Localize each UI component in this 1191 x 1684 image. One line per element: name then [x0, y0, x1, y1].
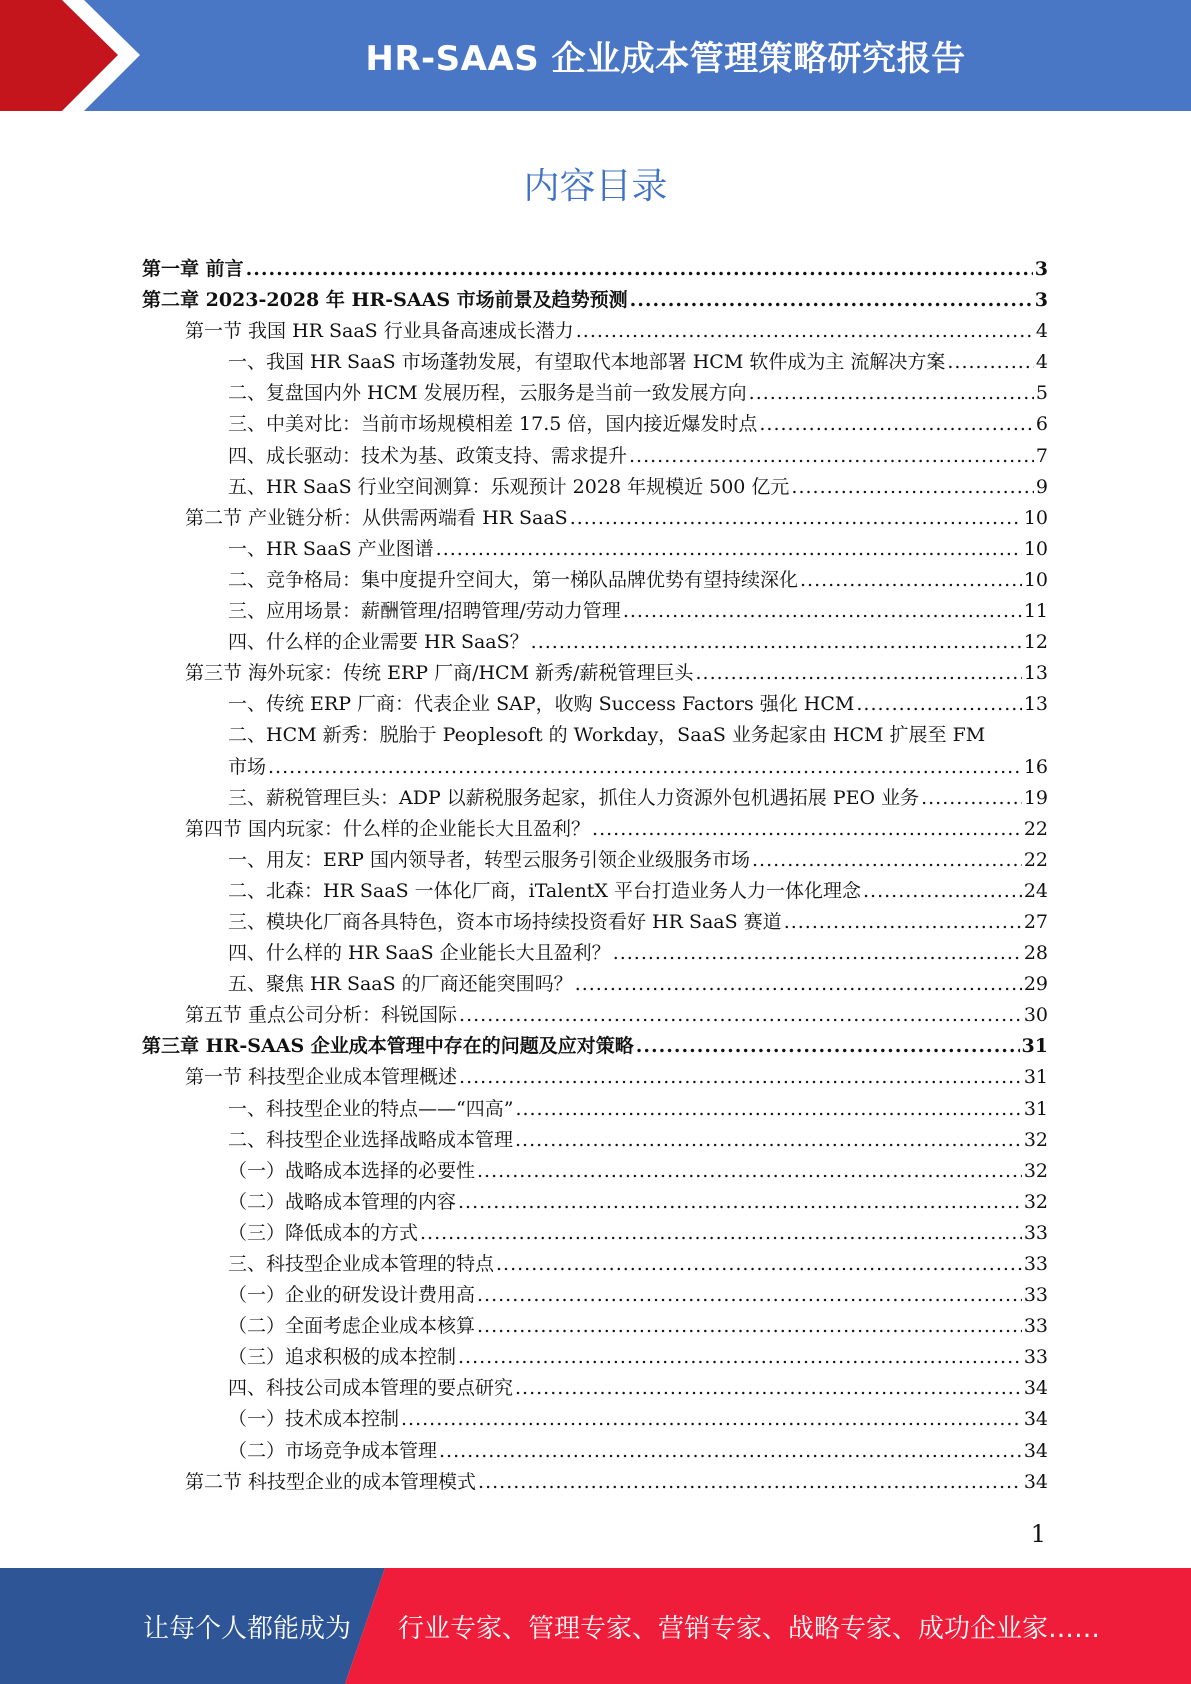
toc-entry-title: 三、薪税管理巨头：ADP 以薪税服务起家，抓住人力资源外包机遇拓展 PEO 业务	[228, 786, 920, 809]
toc-entry[interactable]	[142, 1062, 1048, 1093]
toc-entry[interactable]	[142, 409, 1048, 440]
toc-entry-title: 第一节 科技型企业成本管理概述	[185, 1066, 458, 1089]
toc-dot-leader	[570, 507, 1022, 529]
page-number: 1	[1030, 1520, 1046, 1548]
toc-entry-page: 10	[1023, 568, 1048, 591]
toc-entry[interactable]	[142, 689, 1048, 720]
toc-entry[interactable]	[142, 938, 1048, 969]
toc-dot-leader	[947, 351, 1034, 373]
toc-entry[interactable]	[142, 1125, 1048, 1156]
toc-entry-page: 10	[1023, 537, 1048, 560]
toc-entry-page: 5	[1035, 382, 1048, 405]
toc-entry-title: 第二节 产业链分析：从供需两端看 HR SaaS	[185, 506, 568, 529]
toc-entry-title: 五、聚焦 HR SaaS 的厂商还能突围吗？	[228, 973, 573, 996]
toc-entry-title: 四、什么样的 HR SaaS 企业能长大且盈利？	[228, 942, 611, 965]
toc-entry-title: （二）战略成本管理的内容	[228, 1190, 457, 1213]
toc-entry-page: 3	[1034, 258, 1048, 280]
footer-slogan-right: 行业专家、管理专家、营销专家、战略专家、成功企业家……	[398, 1613, 1101, 1644]
toc-entry[interactable]	[142, 378, 1048, 409]
toc-entry-title: 第一章 前言	[142, 258, 244, 280]
toc-entry[interactable]	[142, 1000, 1048, 1031]
header-arrow-decoration	[0, 0, 160, 111]
toc-entry[interactable]	[142, 565, 1048, 596]
toc-entry[interactable]	[142, 347, 1048, 378]
toc-entry-title: 第四节 国内玩家：什么样的企业能长大且盈利？	[185, 817, 591, 840]
toc-entry-page: 34	[1023, 1377, 1048, 1400]
toc-entry[interactable]	[142, 845, 1048, 876]
toc-dot-leader	[749, 382, 1034, 404]
toc-entry-page: 10	[1023, 506, 1048, 529]
toc-entry-title: 三、应用场景：薪酬管理/招聘管理/劳动力管理	[228, 600, 621, 623]
toc-entry-page: 33	[1023, 1346, 1048, 1369]
toc-entry-page: 4	[1035, 320, 1048, 343]
header-title: HR-SAAS 企业成本管理策略研究报告	[365, 39, 966, 79]
toc-entry-page: 16	[1023, 755, 1048, 778]
toc-entry-page: 27	[1023, 910, 1048, 933]
toc-entry-title: 市场	[228, 755, 267, 778]
toc-entry-page: 32	[1023, 1159, 1048, 1182]
toc-entry[interactable]	[142, 1187, 1048, 1218]
toc-entry[interactable]	[142, 1249, 1048, 1280]
toc-title: 内容目录	[523, 166, 668, 207]
toc-entry-title: 二、科技型企业选择战略成本管理	[228, 1128, 514, 1151]
toc-entry[interactable]	[142, 627, 1048, 658]
toc-dot-leader	[863, 880, 1022, 902]
toc-entry-title: 五、HR SaaS 行业空间测算：乐观预计 2028 年规模近 500 亿元	[228, 475, 790, 498]
toc-entry-title: 三、中美对比：当前市场规模相差 17.5 倍，国内接近爆发时点	[228, 413, 758, 436]
toc-entry-title: 三、模块化厂商各具特色，资本市场持续投资看好 HR SaaS 赛道	[228, 910, 782, 933]
toc-entry-title: 第五节 重点公司分析：科锐国际	[185, 1004, 458, 1027]
toc-entry-title: 四、什么样的企业需要 HR SaaS？	[228, 631, 529, 654]
toc-entry-title: （一）企业的研发设计费用高	[228, 1284, 476, 1307]
toc-dot-leader	[613, 942, 1022, 964]
toc-dot-leader	[477, 1284, 1022, 1306]
toc-entry[interactable]	[142, 316, 1048, 347]
toc-dot-leader	[459, 1004, 1022, 1026]
toc-entry-title: （三）追求积极的成本控制	[228, 1346, 457, 1369]
toc-entry-page: 4	[1035, 351, 1048, 374]
toc-dot-leader	[752, 849, 1022, 871]
toc-dot-leader	[630, 289, 1033, 311]
toc-entry-page: 3	[1034, 289, 1048, 312]
toc-entry-title: （一）战略成本选择的必要性	[228, 1159, 476, 1182]
toc-dot-leader	[515, 1377, 1022, 1399]
footer-slogan-left: 让每个人都能成为	[143, 1613, 352, 1644]
toc-entry-page: 31	[1021, 1035, 1048, 1058]
toc-entry-page: 7	[1035, 444, 1048, 467]
toc-entry[interactable]	[142, 720, 1048, 751]
toc-entry-page: 12	[1023, 631, 1048, 654]
toc-entry[interactable]	[142, 658, 1048, 689]
toc-entry[interactable]	[142, 254, 1048, 285]
toc-dot-leader	[856, 693, 1021, 715]
toc-entry-page: 34	[1023, 1439, 1048, 1462]
toc-entry-page: 33	[1023, 1315, 1048, 1338]
toc-entry-title: 一、用友：ERP 国内领导者，转型云服务引领企业级服务市场	[228, 848, 751, 871]
toc-entry-page: 34	[1023, 1470, 1048, 1493]
toc-entry[interactable]	[142, 1094, 1048, 1125]
toc-dot-leader	[477, 1315, 1022, 1337]
toc-entry-page: 34	[1023, 1408, 1048, 1431]
toc-entry[interactable]	[142, 1311, 1048, 1342]
toc-entry-page: 31	[1023, 1066, 1048, 1089]
toc-dot-leader	[268, 756, 1022, 778]
toc-dot-leader	[246, 258, 1033, 280]
toc-entry-page: 33	[1023, 1221, 1048, 1244]
toc-dot-leader	[575, 973, 1022, 995]
toc-entry-title: 三、科技型企业成本管理的特点	[228, 1253, 495, 1275]
toc-entry-title: 四、科技公司成本管理的要点研究	[228, 1377, 514, 1400]
toc-entry-page: 6	[1035, 413, 1048, 436]
toc-entry[interactable]	[142, 876, 1048, 907]
toc-dot-leader	[800, 569, 1022, 591]
toc-entry[interactable]	[142, 534, 1048, 565]
toc-entry-title: （三）降低成本的方式	[228, 1221, 419, 1244]
toc-entry-title: 第二章 2023-2028 年 HR-SAAS 市场前景及趋势预测	[142, 289, 628, 312]
toc-dot-leader	[592, 818, 1022, 840]
toc-entry-page: 24	[1023, 879, 1048, 902]
toc-dot-leader	[695, 662, 1021, 684]
toc-entry-title: 第一节 我国 HR SaaS 行业具备高速成长潜力	[185, 320, 574, 343]
toc-entry[interactable]	[142, 783, 1048, 814]
toc-entry-title: 二、竞争格局：集中度提升空间大，第一梯队品牌优势有望持续深化	[228, 568, 799, 591]
toc-entry[interactable]	[142, 1031, 1048, 1062]
toc-entry-title: （二）全面考虑企业成本核算	[228, 1315, 476, 1338]
toc-entry[interactable]	[142, 1404, 1048, 1435]
toc-entry-title: （二）市场竞争成本管理	[228, 1439, 438, 1462]
toc-dot-leader	[401, 1408, 1022, 1430]
toc-entry[interactable]	[142, 1436, 1048, 1467]
toc-entry-title: 第三节 海外玩家：传统 ERP 厂商/HCM 新秀/薪税管理巨头	[185, 662, 694, 685]
toc-entry-title: 一、HR SaaS 产业图谱	[228, 537, 434, 560]
toc-dot-leader	[477, 1160, 1022, 1182]
toc-entry[interactable]	[142, 1280, 1048, 1311]
toc-entry[interactable]	[142, 596, 1048, 627]
toc-dot-leader	[436, 538, 1022, 560]
toc-dot-leader	[576, 320, 1034, 342]
toc-dot-leader	[784, 911, 1022, 933]
toc-dot-leader	[496, 1253, 1022, 1275]
toc-entry-page: 29	[1023, 973, 1048, 996]
toc-entry-page: 31	[1023, 1097, 1048, 1120]
toc-entry[interactable]	[142, 1467, 1048, 1498]
toc-entry-title: （一）技术成本控制	[228, 1408, 400, 1431]
toc-entry[interactable]	[142, 285, 1048, 316]
toc-entry-title: 四、成长驱动：技术为基、政策支持、需求提升	[228, 444, 628, 467]
toc-dot-leader	[439, 1440, 1022, 1462]
page-footer	[0, 1568, 1191, 1684]
toc-entry-page: 9	[1035, 475, 1048, 498]
toc-entry-page: 32	[1023, 1128, 1048, 1151]
toc-entry[interactable]	[142, 969, 1048, 1000]
toc-entry-page: 13	[1023, 662, 1048, 685]
toc-dot-leader	[921, 787, 1022, 809]
toc-entry-page: 33	[1023, 1284, 1048, 1307]
toc-entry-page: 32	[1023, 1190, 1048, 1213]
toc-dot-leader	[623, 600, 1022, 622]
toc-entry-title: 二、北森：HR SaaS 一体化厂商，iTalentX 平台打造业务人力一体化理念	[228, 879, 862, 902]
toc-dot-leader	[478, 1471, 1022, 1493]
toc-entry[interactable]	[142, 503, 1048, 534]
toc-dot-leader	[636, 1035, 1020, 1057]
toc-dot-leader	[791, 476, 1033, 498]
toc-entry-page: 11	[1023, 600, 1048, 623]
toc-dot-leader	[515, 1129, 1022, 1151]
toc-dot-leader	[458, 1346, 1022, 1368]
table-of-contents	[142, 254, 1048, 1498]
toc-entry-page: 28	[1023, 942, 1048, 965]
toc-entry[interactable]	[142, 1373, 1048, 1404]
page-header	[0, 0, 1191, 111]
toc-entry-page: 22	[1023, 848, 1048, 871]
toc-entry[interactable]	[142, 1218, 1048, 1249]
toc-dot-leader	[531, 631, 1022, 653]
toc-entry-title: 第二节 科技型企业的成本管理模式	[185, 1470, 477, 1493]
toc-dot-leader	[759, 413, 1034, 435]
toc-entry-title: 一、科技型企业的特点——“四高”	[228, 1097, 514, 1120]
toc-entry[interactable]	[142, 1342, 1048, 1373]
toc-entry[interactable]	[142, 441, 1048, 472]
toc-dot-leader	[458, 1191, 1022, 1213]
toc-entry[interactable]	[142, 752, 1048, 783]
toc-entry-title: 一、传统 ERP 厂商：代表企业 SAP，收购 Success Factors 强化 HCM	[228, 693, 855, 716]
toc-dot-leader	[629, 445, 1034, 467]
toc-entry[interactable]	[142, 814, 1048, 845]
toc-entry-title: 一、我国 HR SaaS 市场蓬勃发展，有望取代本地部署 HCM 软件成为主 流解决方案	[228, 351, 946, 374]
toc-entry[interactable]	[142, 1156, 1048, 1187]
toc-entry[interactable]	[142, 907, 1048, 938]
toc-dot-leader	[420, 1222, 1022, 1244]
toc-entry-page: 19	[1023, 786, 1048, 809]
toc-entry-page: 30	[1023, 1004, 1048, 1027]
toc-dot-leader	[459, 1066, 1022, 1088]
toc-entry-page: 33	[1023, 1253, 1048, 1275]
toc-entry-page: 22	[1023, 817, 1048, 840]
toc-entry-page: 13	[1023, 693, 1048, 716]
toc-dot-leader	[515, 1098, 1021, 1120]
toc-entry-title: 第三章 HR-SAAS 企业成本管理中存在的问题及应对策略	[142, 1035, 634, 1058]
toc-entry-title: 二、复盘国内外 HCM 发展历程，云服务是当前一致发展方向	[228, 382, 747, 405]
toc-entry[interactable]	[142, 472, 1048, 503]
toc-entry-title: 二、HCM 新秀：脱胎于 Peoplesoft 的 Workday，SaaS 业务起家由 HCM 扩展至 FM	[228, 724, 986, 747]
